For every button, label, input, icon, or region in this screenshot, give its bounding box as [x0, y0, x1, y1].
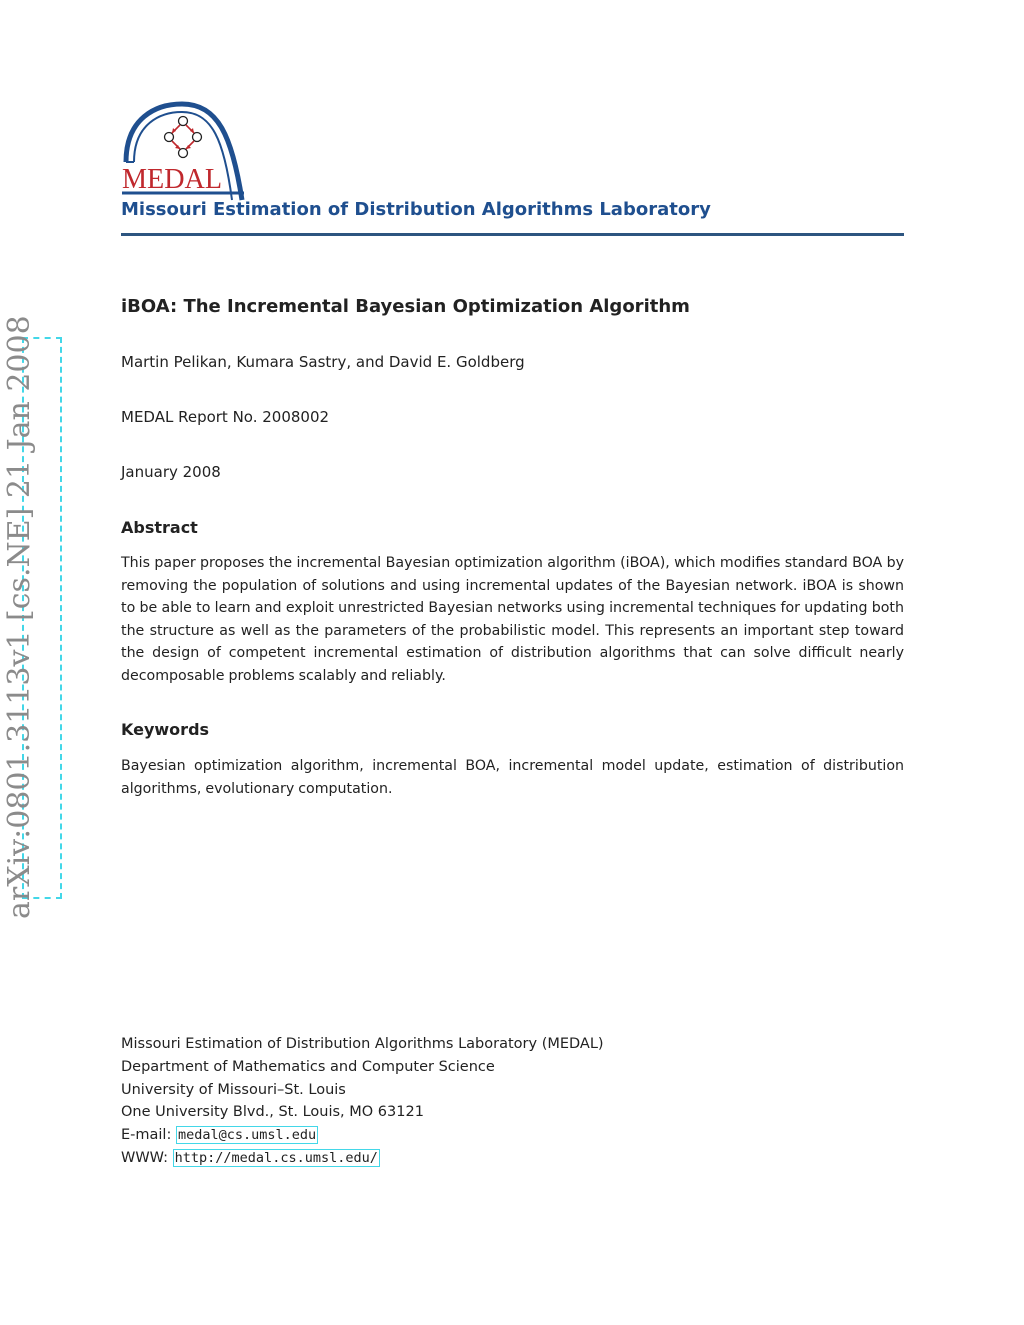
- abstract-heading: Abstract: [121, 518, 198, 537]
- email-label: E-mail:: [121, 1127, 176, 1144]
- keywords-heading: Keywords: [121, 720, 210, 739]
- www-label: WWW:: [121, 1149, 173, 1166]
- header-divider: [121, 233, 904, 236]
- abstract-text: This paper proposes the incremental Bayesian optimization algorithm (iBOA), which modifies standard BOA by removing the population of solutions and using incremental updates of the Bayesian network. iBOA is shown to be able to learn and exploit unrestricted Bayesian networks using incremental techniques for updating both the structure as well as the parameters of the probabilistic model. This represents an important step toward the design of competent incremental estimation of distribution algorithms that can solve difficult nearly decomposable problems scalably and reliably.: [121, 555, 904, 684]
- www-link[interactable]: http://medal.cs.umsl.edu/: [174, 1149, 378, 1166]
- email-link[interactable]: medal@cs.umsl.edu: [177, 1127, 317, 1144]
- lab-address: [121, 1033, 604, 1170]
- address-line: University of Missouri–St. Louis: [121, 1081, 346, 1098]
- arxiv-stamp: arXiv:0801.3113v1 [cs.NE] 21 Jan 2008: [2, 315, 37, 919]
- address-line: Department of Mathematics and Computer Science: [121, 1058, 495, 1075]
- www-line: [121, 1147, 604, 1170]
- medal-logo: [120, 100, 250, 202]
- keywords-text: Bayesian optimization algorithm, incremental BOA, incremental model update, estimation of distribution algorithms, evolutionary computation.: [121, 758, 904, 797]
- report-date: January 2008: [121, 463, 221, 481]
- lab-name: Missouri Estimation of Distribution Algorithms Laboratory: [121, 199, 711, 220]
- address-line: One University Blvd., St. Louis, MO 63121: [121, 1104, 424, 1121]
- report-number: MEDAL Report No. 2008002: [121, 408, 330, 426]
- medal-logo-text: MEDAL: [122, 164, 222, 195]
- paper-title: iBOA: The Incremental Bayesian Optimization Algorithm: [121, 296, 690, 317]
- address-line: Missouri Estimation of Distribution Algorithms Laboratory (MEDAL): [121, 1036, 604, 1052]
- email-line: [121, 1124, 604, 1147]
- paper-authors: Martin Pelikan, Kumara Sastry, and David E. Goldberg: [121, 353, 525, 371]
